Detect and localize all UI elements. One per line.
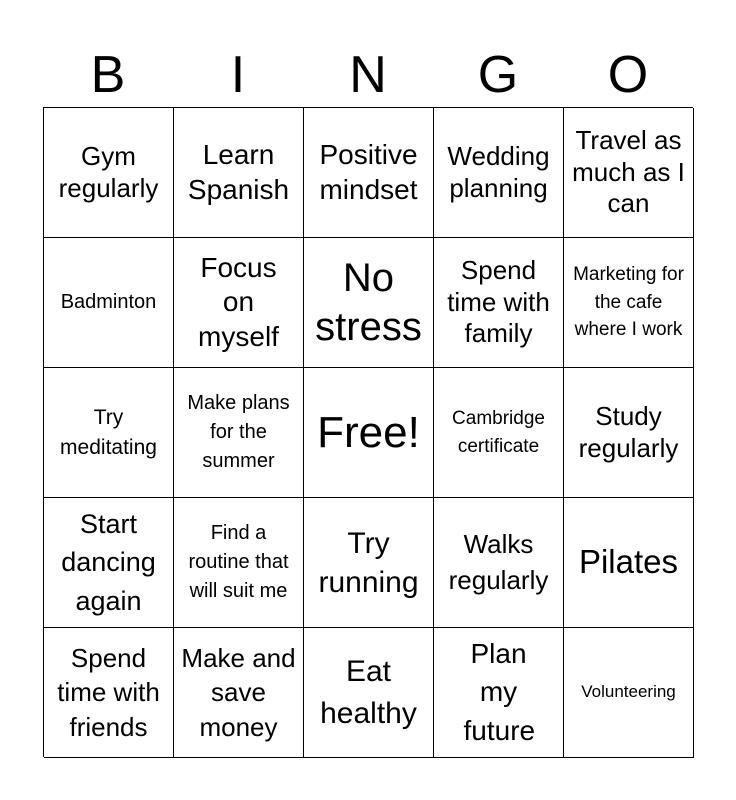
bingo-cell[interactable] <box>434 238 564 368</box>
bingo-cell[interactable] <box>564 108 694 238</box>
cell-text: Learn Spanish <box>187 139 290 205</box>
bingo-cell[interactable] <box>564 498 694 628</box>
bingo-cell[interactable] <box>434 108 564 238</box>
header-letter-o: O <box>607 46 649 104</box>
cell-text: Travel as much as I can <box>572 124 685 219</box>
cell-text: Volunteering <box>581 682 676 702</box>
bingo-cell[interactable] <box>44 238 174 368</box>
cell-text: Wedding planning <box>447 140 550 203</box>
header-letter-i: I <box>230 46 246 104</box>
cell-text: Start dancing again <box>61 509 156 616</box>
bingo-cell[interactable] <box>44 628 174 758</box>
cell-text: Plan my future <box>463 637 536 746</box>
bingo-cell[interactable] <box>434 368 564 498</box>
bingo-cell[interactable] <box>304 368 434 498</box>
bingo-cell[interactable] <box>174 108 304 238</box>
cell-text: Marketing for the cafe where I work <box>573 264 684 341</box>
bingo-cell[interactable] <box>174 368 304 498</box>
cell-text: Focus on myself <box>198 252 279 352</box>
bingo-cell[interactable] <box>564 368 694 498</box>
cell-text: Try running <box>318 526 419 599</box>
cell-text: Find a routine that will suit me <box>188 522 289 602</box>
bingo-cell[interactable] <box>304 498 434 628</box>
cell-text: Free! <box>317 407 420 457</box>
cell-text: Make plans for the summer <box>187 392 290 472</box>
bingo-cell[interactable] <box>434 628 564 758</box>
bingo-cell[interactable] <box>434 498 564 628</box>
bingo-cell[interactable] <box>304 238 434 368</box>
bingo-cell[interactable] <box>304 628 434 758</box>
header-letter-g: G <box>477 46 519 104</box>
header-letter-n: N <box>349 46 387 104</box>
bingo-cell[interactable] <box>304 108 434 238</box>
header-letter-b: B <box>90 46 126 104</box>
bingo-cell[interactable] <box>174 628 304 758</box>
bingo-cell[interactable] <box>174 238 304 368</box>
cell-text: Spend time with friends <box>57 643 160 742</box>
cell-text: Study regularly <box>578 400 679 463</box>
bingo-board <box>43 107 693 757</box>
cell-text: Spend time with family <box>447 254 550 349</box>
cell-text: Walks regularly <box>448 529 549 595</box>
cell-text: Badminton <box>60 291 157 314</box>
cell-text: No stress <box>315 255 422 349</box>
bingo-cell[interactable] <box>564 238 694 368</box>
cell-text: Cambridge certificate <box>452 407 545 457</box>
cell-text: Positive mindset <box>319 139 418 205</box>
cell-text: Pilates <box>578 543 679 581</box>
cell-text: Make and save money <box>181 643 296 742</box>
cell-text: Try meditating <box>60 406 157 459</box>
bingo-cell[interactable] <box>44 498 174 628</box>
bingo-cell[interactable] <box>564 628 694 758</box>
bingo-cell[interactable] <box>44 368 174 498</box>
cell-text: Gym regularly <box>58 140 159 203</box>
bingo-header <box>43 44 693 106</box>
cell-text: Eat healthy <box>320 654 417 730</box>
bingo-cell[interactable] <box>174 498 304 628</box>
bingo-cell[interactable] <box>44 108 174 238</box>
